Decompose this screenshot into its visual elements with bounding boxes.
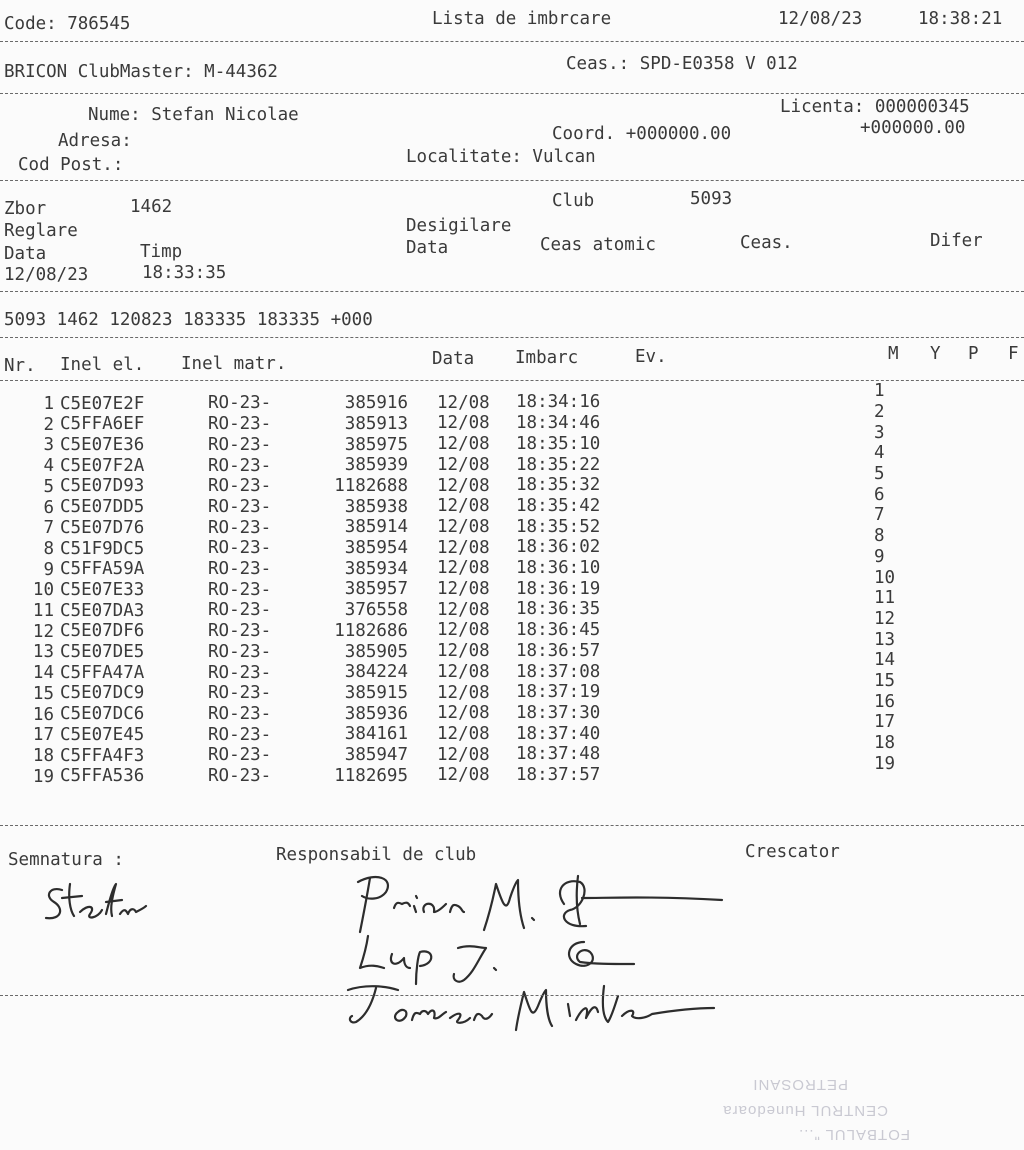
row-ring-prefix: RO-23- xyxy=(208,579,272,600)
row-m: 1 xyxy=(874,381,885,402)
row-time: 18:36:19 xyxy=(516,578,601,599)
row-inel-matr: 385947 xyxy=(344,745,408,765)
row-date: 12/08 xyxy=(437,723,490,744)
row-ring-prefix: RO-23- xyxy=(208,434,272,455)
row-m: 15 xyxy=(874,671,896,691)
document-title: Lista de imbrcare xyxy=(432,9,612,29)
row-inel-matr: 376558 xyxy=(344,600,408,621)
row-inel-el: C5E07E36 xyxy=(60,435,145,455)
code-label: Code: 786545 xyxy=(4,14,131,34)
row-m: 8 xyxy=(874,526,885,547)
stamp-line-1: FOTBALUL "... xyxy=(798,1126,910,1143)
row-time: 18:37:19 xyxy=(516,682,601,703)
row-time: 18:36:45 xyxy=(516,620,601,641)
ceas-label: Ceas. xyxy=(740,233,793,253)
row-inel-matr: 385939 xyxy=(344,455,408,476)
row-date: 12/08 xyxy=(437,392,490,413)
col-p: P xyxy=(968,344,979,364)
col-inel-el: Inel el. xyxy=(60,355,145,375)
row-time: 18:35:10 xyxy=(516,433,601,454)
row-date: 12/08 xyxy=(437,413,490,434)
row-m: 13 xyxy=(874,629,896,650)
divider xyxy=(0,825,1024,826)
row-ring-prefix: RO-23- xyxy=(208,641,272,662)
row-time: 18:36:57 xyxy=(516,640,601,661)
cod-post-label: Cod Post.: xyxy=(18,155,124,175)
row-m: 7 xyxy=(874,505,885,526)
row-m: 10 xyxy=(874,567,896,588)
row-ring-prefix: RO-23- xyxy=(208,476,272,497)
col-y: Y xyxy=(930,344,941,364)
row-time: 18:36:10 xyxy=(516,558,601,578)
row-inel-el: C5E07E33 xyxy=(60,579,145,600)
col-m: M xyxy=(888,344,899,364)
row-inel-el: C5E07DE5 xyxy=(60,642,145,662)
signature-semnatura xyxy=(40,880,150,930)
row-date: 12/08 xyxy=(437,661,490,682)
row-time: 18:36:02 xyxy=(516,537,601,558)
row-time: 18:37:30 xyxy=(516,702,601,723)
row-m: 9 xyxy=(874,546,885,567)
row-nr: 1 xyxy=(43,394,54,414)
row-nr: 17 xyxy=(32,725,54,746)
col-inel-matr: Inel matr. xyxy=(181,354,287,374)
crescator-label: Crescator xyxy=(745,842,840,862)
row-inel-matr: 385936 xyxy=(344,703,408,724)
row-nr: 19 xyxy=(32,766,54,787)
row-ring-prefix: RO-23- xyxy=(208,600,272,621)
divider xyxy=(0,337,1024,338)
row-ring-prefix: RO-23- xyxy=(208,517,272,538)
row-time: 18:35:42 xyxy=(516,495,601,516)
divider xyxy=(0,41,1024,42)
row-m: 4 xyxy=(874,443,885,464)
row-ring-prefix: RO-23- xyxy=(208,621,272,642)
owner-name: Nume: Stefan Nicolae xyxy=(88,105,299,125)
row-ring-prefix: RO-23- xyxy=(208,414,272,435)
row-m: 5 xyxy=(874,464,885,484)
row-date: 12/08 xyxy=(437,579,490,599)
col-nr: Nr. xyxy=(4,356,36,376)
row-inel-matr: 385905 xyxy=(344,641,408,662)
row-date: 12/08 xyxy=(437,496,490,517)
row-ring-prefix: RO-23- xyxy=(208,766,272,786)
ceas-device: Ceas.: SPD-E0358 V 012 xyxy=(566,54,798,74)
col-imbarc: Imbarc xyxy=(515,348,579,368)
header-date: 12/08/23 xyxy=(778,9,863,29)
row-inel-matr: 385913 xyxy=(344,413,408,434)
signature-responsabil-2 xyxy=(354,930,644,986)
row-time: 18:37:08 xyxy=(516,661,601,682)
row-time: 18:37:48 xyxy=(516,744,601,765)
row-m: 3 xyxy=(874,422,885,443)
row-date: 12/08 xyxy=(437,537,490,558)
club-value: 5093 xyxy=(690,189,733,209)
row-inel-matr: 384161 xyxy=(344,724,408,745)
row-ring-prefix: RO-23- xyxy=(208,455,272,476)
row-inel-el: C5E07DA3 xyxy=(60,600,145,621)
row-inel-matr: 1182686 xyxy=(334,620,408,641)
row-time: 18:34:16 xyxy=(516,392,601,413)
row-inel-matr: 385957 xyxy=(344,579,408,600)
row-ring-prefix: RO-23- xyxy=(208,683,272,704)
header-time: 18:38:21 xyxy=(918,9,1003,29)
adresa-label: Adresa: xyxy=(58,131,132,151)
row-m: 12 xyxy=(874,608,896,629)
row-inel-el: C5E07E2F xyxy=(60,393,145,414)
row-nr: 8 xyxy=(43,538,54,559)
row-date: 12/08 xyxy=(437,641,490,662)
row-inel-matr: 385938 xyxy=(344,496,408,517)
row-date: 12/08 xyxy=(437,744,490,765)
row-date: 12/08 xyxy=(437,475,490,496)
row-nr: 11 xyxy=(32,601,54,621)
reglare-date: 12/08/23 xyxy=(4,265,89,285)
divider xyxy=(0,380,1024,381)
divider xyxy=(0,995,1024,996)
row-time: 18:37:57 xyxy=(516,765,601,785)
row-m: 19 xyxy=(874,753,896,774)
row-inel-el: C5FFA6EF xyxy=(60,414,145,435)
bricon-clubmaster: BRICON ClubMaster: M-44362 xyxy=(4,62,278,82)
responsabil-label: Responsabil de club xyxy=(276,845,477,865)
row-inel-el: C5E07E45 xyxy=(60,724,145,745)
row-time: 18:35:32 xyxy=(516,475,601,496)
data-label: Data xyxy=(4,244,47,264)
row-nr: 6 xyxy=(43,497,54,518)
stamp xyxy=(648,1062,918,1150)
row-inel-el: C5E07D76 xyxy=(60,517,145,538)
row-inel-el: C5E07DD5 xyxy=(60,497,145,518)
ceas-atomic-label: Ceas atomic xyxy=(540,235,656,255)
row-inel-matr: 385915 xyxy=(344,682,408,703)
row-m: 14 xyxy=(874,650,896,671)
row-nr: 2 xyxy=(43,414,54,435)
row-nr: 16 xyxy=(32,704,54,725)
row-nr: 3 xyxy=(43,435,54,456)
stamp-line-2: CENTRUL Hunedoara xyxy=(722,1102,888,1119)
row-date: 12/08 xyxy=(437,434,490,455)
row-ring-prefix: RO-23- xyxy=(208,393,272,414)
reglare-time: 18:33:35 xyxy=(142,263,227,283)
row-ring-prefix: RO-23- xyxy=(208,496,272,517)
row-nr: 14 xyxy=(32,663,54,684)
row-inel-el: C5FFA59A xyxy=(60,559,145,580)
row-m: 11 xyxy=(874,588,896,609)
divider xyxy=(0,180,1024,181)
row-ring-prefix: RO-23- xyxy=(208,662,272,683)
row-nr: 18 xyxy=(32,745,54,766)
row-inel-el: C5E07DC9 xyxy=(60,683,145,704)
col-f: F xyxy=(1008,344,1019,364)
row-inel-el: C5FFA4F3 xyxy=(60,745,145,766)
row-m: 6 xyxy=(874,484,885,505)
row-inel-matr: 384224 xyxy=(344,662,408,683)
club-label: Club xyxy=(552,191,595,211)
row-inel-matr: 385975 xyxy=(344,434,408,455)
row-time: 18:35:22 xyxy=(516,454,601,475)
row-inel-el: C5E07DC6 xyxy=(60,704,145,725)
row-date: 12/08 xyxy=(437,454,490,475)
row-inel-el: C5FFA47A xyxy=(60,662,145,683)
localitate: Localitate: Vulcan xyxy=(406,147,596,167)
row-ring-prefix: RO-23- xyxy=(208,559,272,579)
row-date: 12/08 xyxy=(437,765,490,786)
row-nr: 12 xyxy=(32,621,54,642)
row-inel-matr: 385916 xyxy=(344,393,408,414)
row-date: 12/08 xyxy=(437,516,490,537)
row-nr: 9 xyxy=(43,559,54,580)
row-time: 18:37:40 xyxy=(516,723,601,744)
row-nr: 4 xyxy=(43,456,54,477)
row-date: 12/08 xyxy=(437,703,490,724)
row-ring-prefix: RO-23- xyxy=(208,724,272,745)
zbor-value: 1462 xyxy=(130,197,173,217)
coord-lon: +000000.00 xyxy=(860,118,966,138)
row-time: 18:36:35 xyxy=(516,599,601,620)
row-inel-matr: 385914 xyxy=(344,517,408,538)
row-inel-el: C5FFA536 xyxy=(60,766,145,787)
row-nr: 10 xyxy=(32,580,54,601)
row-inel-matr: 1182688 xyxy=(334,475,408,496)
row-inel-matr: 1182695 xyxy=(334,765,408,786)
zbor-label: Zbor xyxy=(4,199,47,219)
stamp-line-3: PETROSANI xyxy=(752,1076,848,1093)
signature-responsabil-3 xyxy=(346,982,716,1042)
row-inel-matr: 385954 xyxy=(344,538,408,558)
divider xyxy=(0,93,1024,94)
desigilare-label: Desigilare xyxy=(406,216,512,236)
coord-lat: Coord. +000000.00 xyxy=(552,124,732,144)
row-ring-prefix: RO-23- xyxy=(208,703,272,724)
row-inel-el: C5E07DF6 xyxy=(60,621,145,642)
row-date: 12/08 xyxy=(437,599,490,620)
row-nr: 15 xyxy=(32,683,54,704)
desigilare-data-label: Data xyxy=(406,238,449,258)
row-time: 18:34:46 xyxy=(516,413,601,434)
difer-label: Difer xyxy=(930,231,983,251)
row-inel-matr: 385934 xyxy=(344,558,408,579)
row-ring-prefix: RO-23- xyxy=(208,745,272,766)
col-data: Data xyxy=(432,349,475,369)
row-date: 12/08 xyxy=(437,620,490,641)
row-ring-prefix: RO-23- xyxy=(208,538,272,559)
row-m: 2 xyxy=(874,401,885,422)
semnatura-label: Semnatura : xyxy=(8,850,124,870)
divider xyxy=(0,291,1024,292)
row-date: 12/08 xyxy=(437,682,490,703)
row-nr: 5 xyxy=(43,476,54,497)
row-nr: 13 xyxy=(32,642,54,663)
row-inel-el: C51F9DC5 xyxy=(60,538,145,559)
row-date: 12/08 xyxy=(437,558,490,579)
reglare-label: Reglare xyxy=(4,221,78,241)
row-inel-el: C5E07F2A xyxy=(60,455,145,476)
timp-label: Timp xyxy=(140,242,183,262)
row-time: 18:35:52 xyxy=(516,516,601,537)
summary-line: 5093 1462 120823 183335 183335 +000 xyxy=(4,310,373,330)
licenta: Licenta: 000000345 xyxy=(780,97,970,117)
row-inel-el: C5E07D93 xyxy=(60,476,145,497)
row-m: 16 xyxy=(874,691,896,712)
row-m: 17 xyxy=(874,712,896,733)
row-m: 18 xyxy=(874,733,896,754)
col-ev: Ev. xyxy=(635,347,667,367)
row-nr: 7 xyxy=(43,518,54,539)
